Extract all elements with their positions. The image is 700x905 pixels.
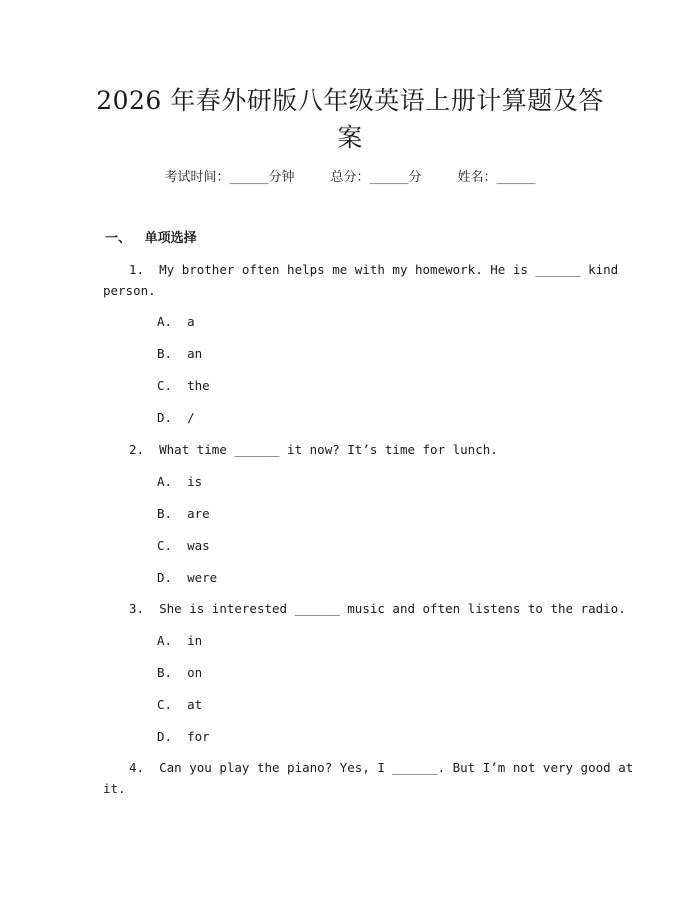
question-text: My brother often helps me with my homework. He is ______ kind: [159, 262, 619, 277]
question-2: [129, 440, 498, 460]
question-2-option-a: A. is: [157, 474, 203, 489]
question-number: 2.: [129, 442, 145, 457]
question-3-option-c: C. at: [157, 697, 203, 712]
score-label: 总分：: [330, 170, 370, 185]
question-2-option-d: D. were: [157, 570, 218, 585]
title-line-2: 案: [337, 123, 363, 152]
time-unit: 分钟: [268, 170, 295, 185]
question-4-continuation: it.: [103, 781, 126, 796]
question-3: [129, 599, 626, 619]
question-1: [129, 260, 618, 280]
question-1-option-c: C. the: [157, 378, 210, 393]
name-label: 姓名：: [457, 170, 497, 185]
question-text: She is interested ______ music and often listens to the radio.: [159, 601, 626, 616]
time-blank: ______: [229, 170, 269, 185]
question-number: 3.: [129, 601, 145, 616]
question-number: 4.: [129, 760, 145, 775]
score-unit: 分: [408, 170, 422, 185]
question-3-option-b: B. on: [157, 665, 203, 680]
document-title: [90, 82, 610, 156]
time-label: 考试时间：: [164, 170, 230, 185]
title-line-1: 2026 年春外研版八年级英语上册计算题及答: [96, 86, 604, 115]
question-number: 1.: [129, 262, 145, 277]
question-text: Can you play the piano? Yes, I ______. But I’m not very good at: [159, 760, 634, 775]
question-text: What time ______ it now? It’s time for lunch.: [159, 442, 498, 457]
question-2-option-c: C. was: [157, 538, 210, 553]
question-1-continuation: person.: [103, 283, 156, 298]
section-heading: [105, 229, 197, 249]
section-number: 一、: [105, 231, 132, 246]
section-title: 单项选择: [144, 231, 197, 246]
name-blank: ______: [496, 170, 536, 185]
question-3-option-a: A. in: [157, 633, 203, 648]
question-1-option-d: D. /: [157, 410, 195, 425]
question-2-option-b: B. are: [157, 506, 210, 521]
score-blank: ______: [369, 170, 409, 185]
question-1-option-a: A. a: [157, 314, 195, 329]
exam-info-row: [0, 168, 700, 188]
question-3-option-d: D. for: [157, 729, 210, 744]
question-4: [129, 758, 633, 778]
question-1-option-b: B. an: [157, 346, 203, 361]
